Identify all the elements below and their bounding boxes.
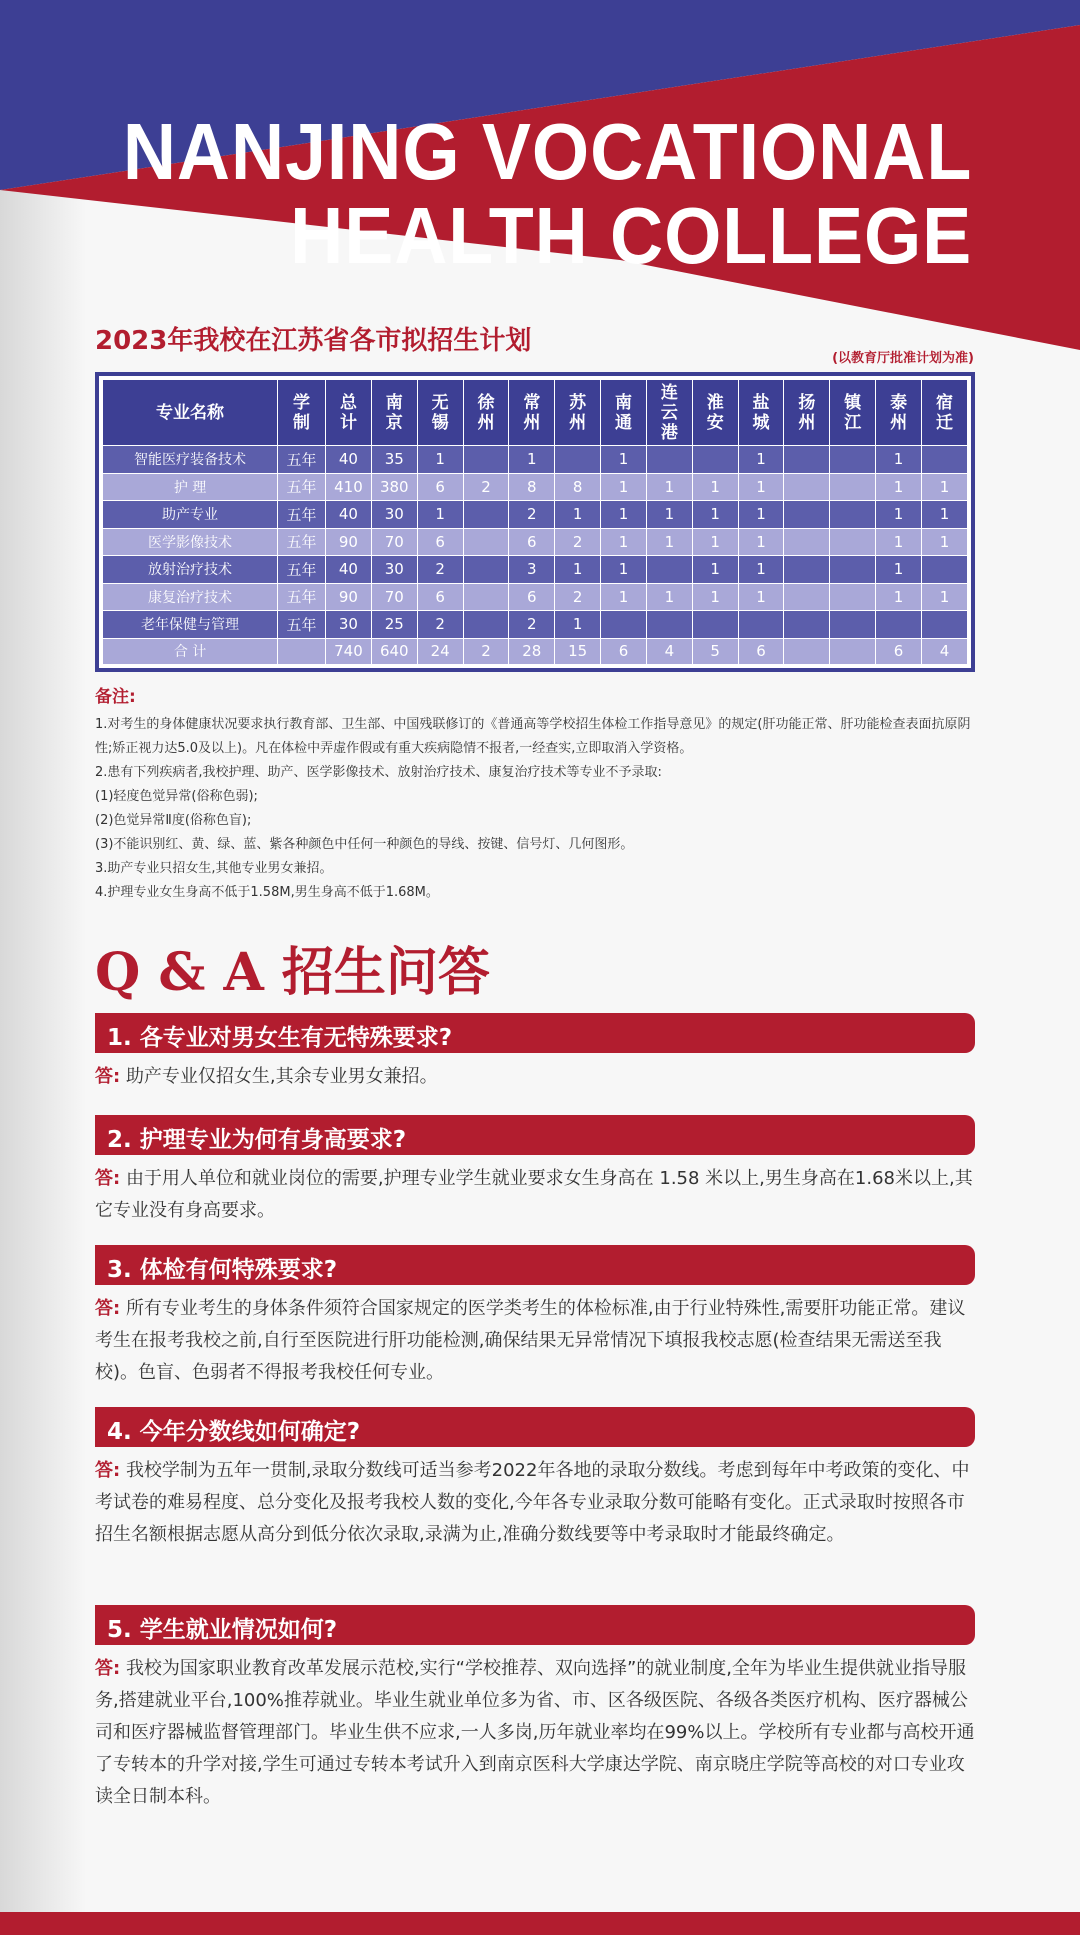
table-cell: 2 (555, 583, 601, 611)
column-header: 扬 州 (784, 380, 830, 446)
table-cell: 1 (601, 528, 647, 556)
column-header: 淮 安 (692, 380, 738, 446)
table-cell: 40 (326, 556, 372, 584)
table-cell: 1 (417, 501, 463, 529)
table-cell: 24 (417, 638, 463, 664)
table-cell: 15 (555, 638, 601, 664)
remark-item: (3)不能识别红、黄、绿、蓝、紫各种颜色中任何一种颜色的导线、按键、信号灯、几何图形。 (95, 837, 634, 852)
column-header: 专业名称 (103, 380, 278, 446)
table-cell: 1 (417, 446, 463, 474)
table-cell: 2 (463, 638, 509, 664)
table-cell (784, 501, 830, 529)
answer-text (95, 1455, 980, 1551)
table-cell: 1 (876, 473, 922, 501)
table-row (103, 473, 968, 501)
major-name-cell: 老年保健与管理 (103, 611, 278, 639)
answer-body: 由于用人单位和就业岗位的需要,护理专业学生就业要求女生身高在 1.58 米以上,男生身高在1.68米以上,其它专业没有身高要求。 (95, 1168, 973, 1221)
answer-body: 助产专业仅招女生,其余专业男女兼招。 (125, 1066, 438, 1087)
answer-label: 答: (95, 1658, 121, 1679)
table-row (103, 501, 968, 529)
table-cell: 6 (417, 583, 463, 611)
remark-item: 1.对考生的身体健康状况要求执行教育部、卫生部、中国残联修订的《普通高等学校招生体检工作指导意见》的规定(肝功能正常、肝功能检查表面抗原阴性;矫正视力达5.0及以上)。凡在体检中弄虚作假或有重大疾病隐情不报者,一经查实,立即取消入学资格。 (95, 717, 971, 756)
college-name-banner (122, 107, 972, 280)
table-cell (646, 611, 692, 639)
remark-item: 3.助产专业只招女生,其他专业男女兼招。 (95, 861, 333, 876)
table-cell (692, 446, 738, 474)
table-cell: 3 (509, 556, 555, 584)
table-cell: 2 (417, 556, 463, 584)
table-cell: 4 (921, 638, 967, 664)
table-cell (278, 638, 326, 664)
column-header: 徐 州 (463, 380, 509, 446)
column-header: 苏 州 (555, 380, 601, 446)
table-cell (692, 611, 738, 639)
column-header: 泰 州 (876, 380, 922, 446)
table-row (103, 556, 968, 584)
question-text: 4. 今年分数线如何确定? (107, 1419, 361, 1445)
table-cell: 640 (371, 638, 417, 664)
table-cell: 4 (646, 638, 692, 664)
table-cell (463, 446, 509, 474)
table-cell: 1 (921, 501, 967, 529)
table-cell (784, 611, 830, 639)
table-cell: 410 (326, 473, 372, 501)
question-bar (95, 1407, 975, 1447)
major-name-cell: 康复治疗技术 (103, 583, 278, 611)
table-cell: 6 (876, 638, 922, 664)
table-cell: 2 (509, 501, 555, 529)
table-row (103, 528, 968, 556)
table-cell: 1 (921, 528, 967, 556)
table-cell: 6 (509, 528, 555, 556)
table-cell: 40 (326, 501, 372, 529)
table-cell: 25 (371, 611, 417, 639)
question-text: 2. 护理专业为何有身高要求? (107, 1127, 407, 1153)
major-name-cell: 放射治疗技术 (103, 556, 278, 584)
table-cell (830, 501, 876, 529)
college-name-line1: NANJING VOCATIONAL (122, 107, 972, 196)
table-cell: 1 (692, 556, 738, 584)
answer-label: 答: (95, 1066, 121, 1087)
plan-title: 2023年我校在江苏省各市拟招生计划 (95, 326, 532, 356)
table-cell (784, 528, 830, 556)
table-cell (830, 556, 876, 584)
answer-text (95, 1653, 980, 1813)
answer-body: 所有专业考生的身体条件须符合国家规定的医学类考生的体检标准,由于行业特殊性,需要肝功能正常。建议考生在报考我校之前,自行至医院进行肝功能检测,确保结果无异常情况下填报我校志愿(检查结果无需送至我校)。色盲、色弱者不得报考我校任何专业。 (95, 1298, 966, 1383)
major-name-cell: 助产专业 (103, 501, 278, 529)
question-bar (95, 1115, 975, 1155)
table-cell: 8 (509, 473, 555, 501)
table-cell: 1 (876, 556, 922, 584)
table-cell: 1 (692, 583, 738, 611)
table-cell: 五年 (278, 611, 326, 639)
table-cell: 740 (326, 638, 372, 664)
column-header: 连 云 港 (646, 380, 692, 446)
table-cell: 1 (692, 528, 738, 556)
table-cell: 6 (738, 638, 784, 664)
table-cell: 1 (738, 446, 784, 474)
table-cell (463, 583, 509, 611)
question-bar (95, 1605, 975, 1645)
table-cell: 1 (692, 473, 738, 501)
column-header: 南 通 (601, 380, 647, 446)
major-name-cell: 合 计 (103, 638, 278, 664)
column-header: 镇 江 (830, 380, 876, 446)
table-cell: 380 (371, 473, 417, 501)
remark-item: (1)轻度色觉异常(俗称色弱); (95, 789, 258, 804)
table-cell (646, 446, 692, 474)
remark-item: (2)色觉异常Ⅱ度(俗称色盲); (95, 813, 252, 828)
column-header: 总 计 (326, 380, 372, 446)
table-cell: 30 (371, 556, 417, 584)
table-cell: 1 (509, 446, 555, 474)
table-cell (784, 638, 830, 664)
table-cell: 1 (646, 583, 692, 611)
table-cell (738, 611, 784, 639)
table-cell (601, 611, 647, 639)
table-row (103, 446, 968, 474)
column-header: 无 锡 (417, 380, 463, 446)
table-cell: 6 (601, 638, 647, 664)
table-cell (921, 556, 967, 584)
table-cell (646, 556, 692, 584)
major-name-cell: 护 理 (103, 473, 278, 501)
footer-bar (0, 1912, 1080, 1935)
column-header: 宿 迁 (921, 380, 967, 446)
table-cell: 五年 (278, 583, 326, 611)
table-cell: 1 (738, 473, 784, 501)
table-cell (463, 556, 509, 584)
question-text: 5. 学生就业情况如何? (107, 1617, 338, 1643)
answer-body: 我校学制为五年一贯制,录取分数线可适当参考2022年各地的录取分数线。考虑到每年中考政策的变化、中考试卷的难易程度、总分变化及报考我校人数的变化,今年各专业录取分数可能略有变化。正式录取时按照各市招生名额根据志愿从高分到低分依次录取,录满为止,准确分数线要等中考录取时才能最终确定。 (95, 1460, 970, 1545)
table-cell: 1 (646, 473, 692, 501)
table-cell: 1 (601, 501, 647, 529)
table-cell (830, 611, 876, 639)
table-cell: 6 (417, 473, 463, 501)
table-cell: 五年 (278, 501, 326, 529)
table-cell (830, 473, 876, 501)
table-cell: 2 (509, 611, 555, 639)
table-cell (830, 528, 876, 556)
table-cell: 70 (371, 583, 417, 611)
table-cell: 30 (326, 611, 372, 639)
table-cell (463, 501, 509, 529)
table-cell: 1 (876, 446, 922, 474)
column-header: 学 制 (278, 380, 326, 446)
table-cell: 8 (555, 473, 601, 501)
question-bar (95, 1245, 975, 1285)
table-cell (876, 611, 922, 639)
remark-item: 4.护理专业女生身高不低于1.58M,男生身高不低于1.68M。 (95, 885, 439, 900)
table-cell (463, 528, 509, 556)
table-cell: 90 (326, 528, 372, 556)
table-cell: 40 (326, 446, 372, 474)
table-cell: 五年 (278, 473, 326, 501)
remarks-section (95, 685, 985, 905)
table-cell (784, 556, 830, 584)
table-cell: 1 (921, 473, 967, 501)
question-text: 3. 体检有何特殊要求? (107, 1257, 338, 1283)
table-row (103, 611, 968, 639)
table-cell (830, 583, 876, 611)
table-cell (784, 473, 830, 501)
college-name-line2: HEALTH COLLEGE (289, 191, 972, 280)
table-cell: 35 (371, 446, 417, 474)
table-cell (463, 611, 509, 639)
table-cell: 1 (876, 528, 922, 556)
table-cell: 五年 (278, 446, 326, 474)
table-cell: 五年 (278, 556, 326, 584)
answer-text (95, 1293, 980, 1389)
plan-note: (以教育厅批准计划为准) (832, 351, 974, 366)
table-cell: 1 (646, 528, 692, 556)
column-header: 常 州 (509, 380, 555, 446)
table-cell: 1 (738, 528, 784, 556)
table-cell: 1 (646, 501, 692, 529)
enrollment-plan-table (95, 372, 975, 672)
table-cell: 90 (326, 583, 372, 611)
table-row (103, 583, 968, 611)
table-cell: 五年 (278, 528, 326, 556)
table-header-row (103, 380, 968, 446)
answer-text (95, 1163, 980, 1227)
remarks-heading: 备注: (95, 687, 136, 707)
table-cell: 2 (417, 611, 463, 639)
table-cell: 30 (371, 501, 417, 529)
answer-label: 答: (95, 1168, 121, 1189)
table-cell (784, 583, 830, 611)
table-cell (921, 446, 967, 474)
answer-text (95, 1061, 980, 1093)
answer-label: 答: (95, 1298, 121, 1319)
table-cell: 1 (876, 583, 922, 611)
qa-title: Q & A 招生问答 (95, 942, 490, 1003)
table-cell: 1 (555, 556, 601, 584)
answer-label: 答: (95, 1460, 121, 1481)
table-cell: 28 (509, 638, 555, 664)
table-row (103, 638, 968, 664)
table-cell: 1 (555, 501, 601, 529)
table-cell: 6 (417, 528, 463, 556)
table-cell: 2 (463, 473, 509, 501)
table-cell: 1 (738, 556, 784, 584)
table-cell: 1 (738, 583, 784, 611)
table-cell: 1 (601, 556, 647, 584)
table-cell: 1 (601, 473, 647, 501)
table-cell: 1 (921, 583, 967, 611)
major-name-cell: 智能医疗装备技术 (103, 446, 278, 474)
table-cell: 70 (371, 528, 417, 556)
table-cell: 1 (555, 611, 601, 639)
table-cell: 5 (692, 638, 738, 664)
question-text: 1. 各专业对男女生有无特殊要求? (107, 1025, 453, 1051)
major-name-cell: 医学影像技术 (103, 528, 278, 556)
table-cell: 1 (601, 583, 647, 611)
table-cell: 2 (555, 528, 601, 556)
table-cell: 1 (692, 501, 738, 529)
table-cell (830, 638, 876, 664)
table-cell: 1 (601, 446, 647, 474)
question-bar (95, 1013, 975, 1053)
remark-item: 2.患有下列疾病者,我校护理、助产、医学影像技术、放射治疗技术、康复治疗技术等专业不予录取: (95, 765, 662, 780)
column-header: 盐 城 (738, 380, 784, 446)
table-cell: 1 (738, 501, 784, 529)
table-cell: 6 (509, 583, 555, 611)
answer-body: 我校为国家职业教育改革发展示范校,实行“学校推荐、双向选择”的就业制度,全年为毕业生提供就业指导服务,搭建就业平台,100%推荐就业。毕业生就业单位多为省、市、区各级医院、各级各类医疗机构、医疗器械公司和医疗器械监督管理部门。毕业生供不应求,一人多岗,历年就业率均在99%以上。学校所有专业都与高校开通了专转本的升学对接,学生可通过专转本考试升入到南京医科大学康达学院、南京晓庄学院等高校的对口专业攻读全日制本科。 (95, 1658, 975, 1807)
table-cell (830, 446, 876, 474)
table-cell (921, 611, 967, 639)
table-cell (784, 446, 830, 474)
table-cell: 1 (876, 501, 922, 529)
column-header: 南 京 (371, 380, 417, 446)
table-cell (555, 446, 601, 474)
